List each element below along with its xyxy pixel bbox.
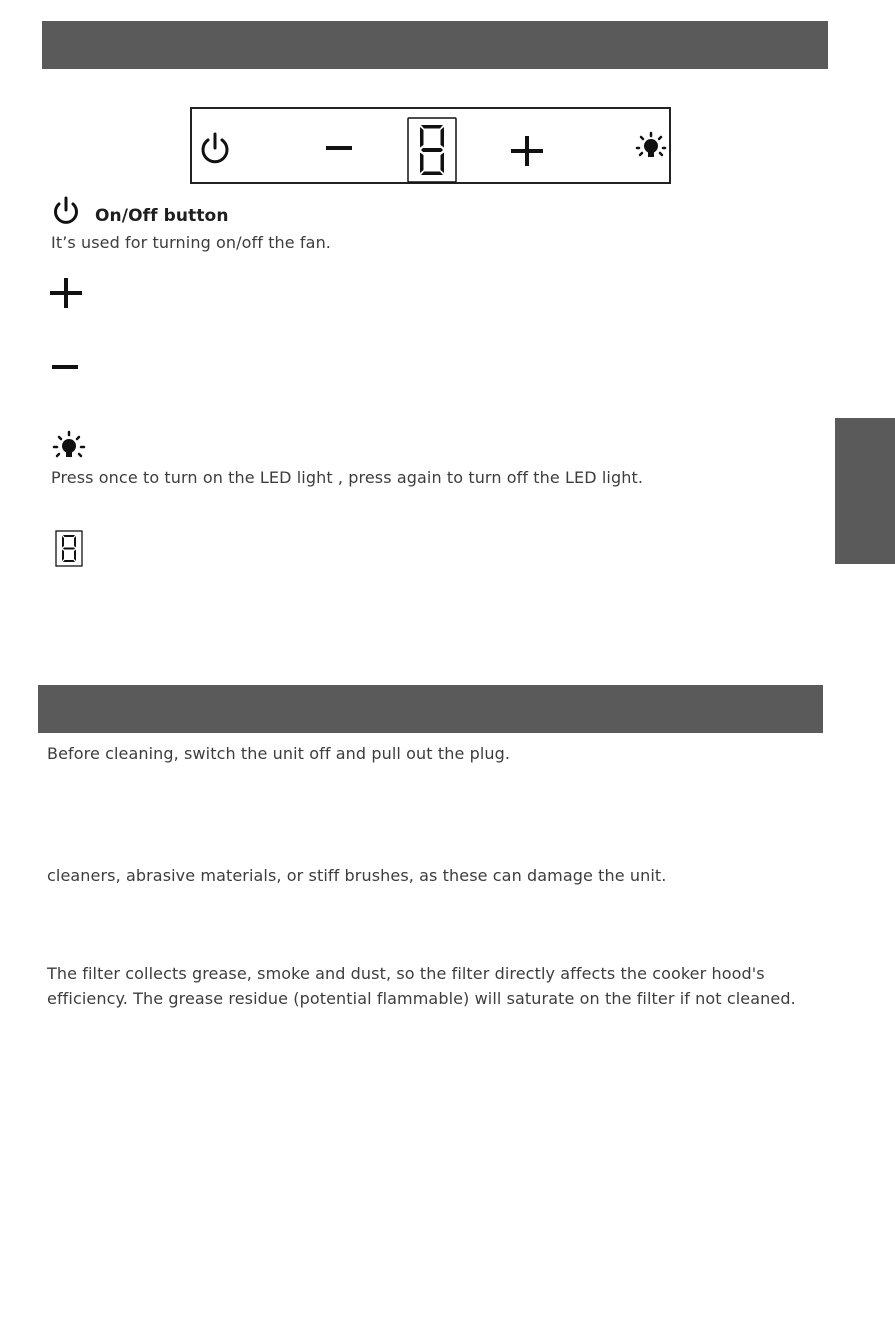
on-off-description: It’s used for turning on/off the fan. [51, 233, 331, 252]
power-icon [203, 134, 227, 162]
cleaning-line-2: cleaners, abrasive materials, or stiff brushes, as these can damage the unit. [47, 866, 667, 885]
control-panel [190, 107, 671, 184]
section-header-bar [42, 21, 828, 69]
light-bulb-icon [637, 133, 665, 157]
side-tab [835, 418, 895, 564]
filter-line-2: efficiency. The grease residue (potential flammable) will saturate on the filter if not cleaned. [47, 989, 796, 1008]
section-header-bar [38, 685, 823, 733]
power-icon [51, 195, 81, 225]
minus-icon [326, 146, 352, 150]
on-off-title: On/Off button [95, 206, 229, 226]
light-bulb-icon [52, 430, 86, 464]
digit-display-icon [408, 118, 456, 182]
plus-icon [511, 136, 543, 166]
plus-icon [50, 278, 82, 310]
cleaning-line-1: Before cleaning, switch the unit off and pull out the plug. [47, 744, 511, 763]
light-description: Press once to turn on the LED light , press again to turn off the LED light. [51, 468, 644, 487]
digit-display-icon [55, 530, 83, 567]
minus-icon [52, 363, 78, 371]
filter-line-1: The filter collects grease, smoke and dust, so the filter directly affects the cooker hood's [47, 964, 765, 983]
